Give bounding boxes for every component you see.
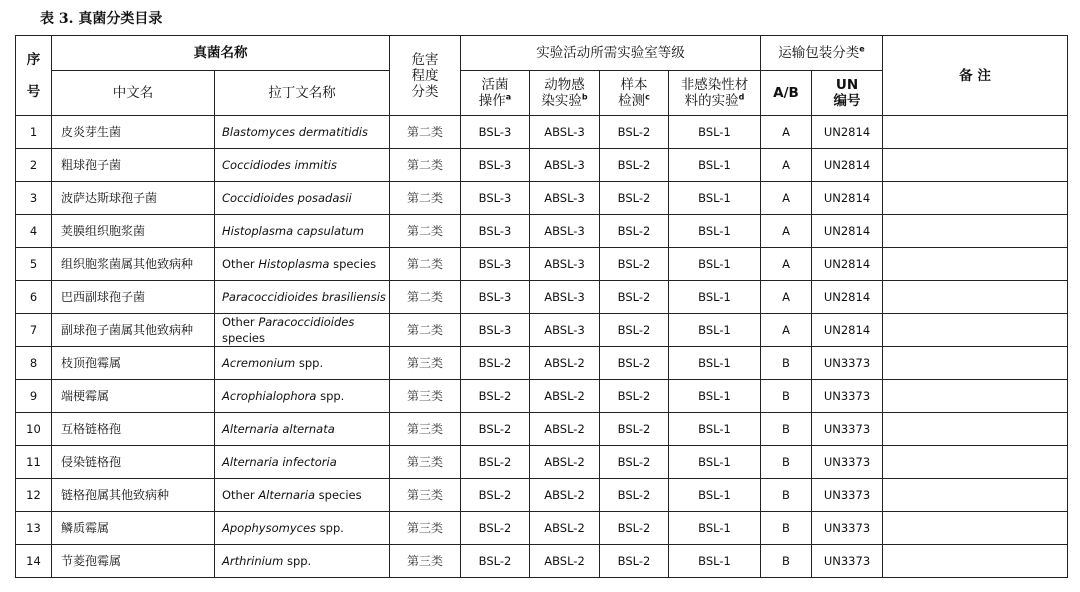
cell-animal: ABSL-2 <box>530 545 600 578</box>
cell-sample: BSL-2 <box>600 545 669 578</box>
cell-noninf: BSL-1 <box>669 116 761 149</box>
cell-noninf: BSL-1 <box>669 512 761 545</box>
cell-live: BSL-3 <box>461 215 530 248</box>
table-row <box>16 446 1068 479</box>
cell-animal: ABSL-3 <box>530 281 600 314</box>
header-live-l2: 操作 <box>478 93 506 109</box>
cell-latin-name <box>215 446 390 479</box>
cell-hazard: 第三类 <box>390 380 461 413</box>
fungi-classification-table <box>15 35 1068 578</box>
header-noninf-l1: 非感染性材 <box>680 77 749 93</box>
cell-animal: ABSL-2 <box>530 479 600 512</box>
cell-animal: ABSL-2 <box>530 446 600 479</box>
latin-suffix: species <box>315 488 362 502</box>
cell-un: UN2814 <box>812 248 883 281</box>
latin-italic: Blastomyces dermatitidis <box>222 125 368 139</box>
cell-hazard: 第三类 <box>390 512 461 545</box>
cell-hazard: 第二类 <box>390 314 461 347</box>
cell-latin-name <box>215 380 390 413</box>
cell-sample: BSL-2 <box>600 479 669 512</box>
table-row <box>16 149 1068 182</box>
cell-un: UN2814 <box>812 182 883 215</box>
cell-live: BSL-2 <box>461 446 530 479</box>
header-live-sup: a <box>505 92 512 102</box>
cell-no: 9 <box>16 380 52 413</box>
cell-remark <box>883 380 1068 413</box>
cell-hazard: 第二类 <box>390 182 461 215</box>
cell-cn-name: 节菱孢霉属 <box>52 545 215 578</box>
cell-hazard: 第二类 <box>390 281 461 314</box>
cell-remark <box>883 215 1068 248</box>
latin-suffix: spp. <box>283 554 312 568</box>
cell-sample: BSL-2 <box>600 347 669 380</box>
cell-ab: A <box>761 182 812 215</box>
header-animal-l2: 染实验 <box>541 93 582 109</box>
cell-remark <box>883 347 1068 380</box>
cell-no: 5 <box>16 248 52 281</box>
cell-noninf: BSL-1 <box>669 149 761 182</box>
cell-sample: BSL-2 <box>600 182 669 215</box>
cell-no: 7 <box>16 314 52 347</box>
cell-ab: A <box>761 116 812 149</box>
cell-latin-name <box>215 545 390 578</box>
cell-un: UN3373 <box>812 446 883 479</box>
cell-latin-name <box>215 314 390 347</box>
cell-latin-name <box>215 413 390 446</box>
cell-remark <box>883 545 1068 578</box>
cell-live: BSL-3 <box>461 182 530 215</box>
cell-animal: ABSL-3 <box>530 149 600 182</box>
cell-hazard: 第二类 <box>390 149 461 182</box>
cell-live: BSL-2 <box>461 413 530 446</box>
header-un-number <box>812 71 883 116</box>
cell-no: 8 <box>16 347 52 380</box>
latin-italic: Acremonium <box>222 356 296 370</box>
cell-un: UN2814 <box>812 281 883 314</box>
cell-un: UN3373 <box>812 479 883 512</box>
cell-cn-name: 组织胞浆菌属其他致病种 <box>52 248 215 281</box>
table-header <box>16 36 1068 116</box>
latin-prefix: Other <box>222 488 259 502</box>
cell-cn-name: 巴西副球孢子菌 <box>52 281 215 314</box>
cell-ab: B <box>761 545 812 578</box>
header-animal-infection <box>530 71 600 116</box>
latin-italic: Arthrinium <box>222 554 284 568</box>
cell-cn-name: 枝顶孢霉属 <box>52 347 215 380</box>
cell-live: BSL-3 <box>461 149 530 182</box>
cell-sample: BSL-2 <box>600 116 669 149</box>
cell-un: UN3373 <box>812 413 883 446</box>
cell-no: 13 <box>16 512 52 545</box>
latin-suffix: species <box>329 257 377 271</box>
cell-no: 4 <box>16 215 52 248</box>
cell-sample: BSL-2 <box>600 380 669 413</box>
table-row <box>16 248 1068 281</box>
table-row <box>16 314 1068 347</box>
latin-suffix: species <box>222 331 265 345</box>
cell-ab: A <box>761 314 812 347</box>
cell-un: UN2814 <box>812 314 883 347</box>
latin-suffix: spp. <box>316 389 345 403</box>
cell-sample: BSL-2 <box>600 281 669 314</box>
cell-animal: ABSL-2 <box>530 347 600 380</box>
table-row <box>16 182 1068 215</box>
cell-latin-name <box>215 479 390 512</box>
cell-hazard: 第三类 <box>390 545 461 578</box>
latin-italic: Histoplasma capsulatum <box>222 224 365 238</box>
header-live-l1: 活菌 <box>481 77 509 93</box>
cell-cn-name: 链格孢属其他致病种 <box>52 479 215 512</box>
table-caption: 表 3. 真菌分类目录 <box>40 11 163 27</box>
cell-latin-name <box>215 215 390 248</box>
header-seq <box>16 36 52 116</box>
latin-italic: Alternaria <box>258 488 315 502</box>
cell-noninf: BSL-1 <box>669 314 761 347</box>
header-animal-sup: b <box>581 92 588 102</box>
header-sample-test <box>600 71 669 116</box>
header-hazard-l3: 分类 <box>411 83 439 100</box>
cell-remark <box>883 281 1068 314</box>
cell-sample: BSL-2 <box>600 512 669 545</box>
table-body <box>16 116 1068 578</box>
cell-cn-name: 荚膜组织胞浆菌 <box>52 215 215 248</box>
cell-latin-name <box>215 149 390 182</box>
cell-sample: BSL-2 <box>600 413 669 446</box>
header-lab-level: 实验活动所需实验室等级 <box>461 36 761 71</box>
header-transport-label: 运输包装分类 <box>778 45 860 61</box>
header-transport <box>761 36 883 71</box>
cell-hazard: 第三类 <box>390 479 461 512</box>
cell-sample: BSL-2 <box>600 248 669 281</box>
cell-ab: A <box>761 281 812 314</box>
latin-italic: Histoplasma <box>258 257 330 271</box>
cell-live: BSL-3 <box>461 248 530 281</box>
cell-latin-name <box>215 281 390 314</box>
latin-italic: Paracoccidioides <box>258 315 355 329</box>
cell-remark <box>883 479 1068 512</box>
table-row <box>16 380 1068 413</box>
latin-prefix: Other <box>222 257 259 271</box>
cell-un: UN3373 <box>812 545 883 578</box>
cell-latin-name <box>215 248 390 281</box>
latin-suffix: spp. <box>295 356 324 370</box>
cell-remark <box>883 314 1068 347</box>
cell-cn-name: 侵染链格孢 <box>52 446 215 479</box>
header-un-l2: 编号 <box>833 93 861 109</box>
cell-noninf: BSL-1 <box>669 182 761 215</box>
cell-hazard: 第三类 <box>390 446 461 479</box>
header-cn-name: 中文名 <box>52 71 215 116</box>
header-sample-l2: 检测 <box>618 93 646 109</box>
cell-no: 12 <box>16 479 52 512</box>
table-row <box>16 281 1068 314</box>
cell-remark <box>883 149 1068 182</box>
latin-italic: Alternaria alternata <box>222 422 335 436</box>
table-row <box>16 116 1068 149</box>
cell-noninf: BSL-1 <box>669 446 761 479</box>
cell-no: 6 <box>16 281 52 314</box>
header-hazard-l2: 程度 <box>411 67 439 84</box>
latin-italic: Acrophialophora <box>222 389 317 403</box>
cell-remark <box>883 512 1068 545</box>
header-un-l1: UN <box>835 77 859 93</box>
cell-no: 10 <box>16 413 52 446</box>
cell-latin-name <box>215 512 390 545</box>
latin-italic: Paracoccidioides brasiliensis <box>222 290 386 304</box>
cell-cn-name: 粗球孢子菌 <box>52 149 215 182</box>
latin-suffix: spp. <box>316 521 344 535</box>
header-hazard-l1: 危害 <box>411 51 439 68</box>
table-row <box>16 413 1068 446</box>
cell-noninf: BSL-1 <box>669 248 761 281</box>
header-hazard-class <box>390 36 461 116</box>
cell-live: BSL-3 <box>461 116 530 149</box>
cell-ab: B <box>761 479 812 512</box>
cell-cn-name: 鳞质霉属 <box>52 512 215 545</box>
cell-animal: ABSL-2 <box>530 380 600 413</box>
cell-noninf: BSL-1 <box>669 380 761 413</box>
cell-noninf: BSL-1 <box>669 479 761 512</box>
cell-ab: A <box>761 149 812 182</box>
cell-no: 11 <box>16 446 52 479</box>
header-ab: A/B <box>761 71 812 116</box>
cell-no: 2 <box>16 149 52 182</box>
cell-sample: BSL-2 <box>600 149 669 182</box>
latin-italic: Apophysomyces <box>222 521 317 535</box>
cell-live: BSL-2 <box>461 380 530 413</box>
cell-cn-name: 副球孢子菌属其他致病种 <box>52 314 215 347</box>
cell-remark <box>883 248 1068 281</box>
cell-animal: ABSL-2 <box>530 413 600 446</box>
cell-hazard: 第二类 <box>390 116 461 149</box>
cell-hazard: 第二类 <box>390 248 461 281</box>
cell-live: BSL-2 <box>461 545 530 578</box>
cell-remark <box>883 116 1068 149</box>
cell-un: UN3373 <box>812 380 883 413</box>
latin-italic: Coccidiodes immitis <box>222 158 337 172</box>
header-noninf-sup: d <box>738 92 745 102</box>
cell-animal: ABSL-3 <box>530 116 600 149</box>
cell-remark <box>883 182 1068 215</box>
header-sample-l1: 样本 <box>620 77 648 93</box>
table-row <box>16 347 1068 380</box>
cell-noninf: BSL-1 <box>669 215 761 248</box>
header-sample-sup: c <box>645 92 650 102</box>
cell-un: UN2814 <box>812 149 883 182</box>
cell-latin-name <box>215 347 390 380</box>
cell-animal: ABSL-2 <box>530 512 600 545</box>
header-animal-l1: 动物感 <box>544 77 585 93</box>
latin-italic: Coccidioides posadasii <box>222 191 352 205</box>
cell-latin-name <box>215 116 390 149</box>
cell-noninf: BSL-1 <box>669 347 761 380</box>
header-latin-name: 拉丁文名称 <box>215 71 390 116</box>
cell-ab: B <box>761 413 812 446</box>
latin-italic: Alternaria infectoria <box>222 455 337 469</box>
cell-ab: B <box>761 512 812 545</box>
cell-live: BSL-2 <box>461 512 530 545</box>
cell-remark <box>883 413 1068 446</box>
cell-ab: B <box>761 380 812 413</box>
header-seq-bottom: 号 <box>26 83 41 100</box>
cell-animal: ABSL-3 <box>530 182 600 215</box>
header-transport-sup: e <box>859 44 865 54</box>
header-seq-top: 序 <box>26 51 41 68</box>
cell-hazard: 第三类 <box>390 347 461 380</box>
cell-no: 1 <box>16 116 52 149</box>
header-fungus-name: 真菌名称 <box>52 36 390 71</box>
cell-no: 3 <box>16 182 52 215</box>
header-noninf-l2: 料的实验 <box>684 93 739 109</box>
cell-un: UN2814 <box>812 116 883 149</box>
cell-live: BSL-3 <box>461 314 530 347</box>
cell-un: UN3373 <box>812 512 883 545</box>
cell-live: BSL-3 <box>461 281 530 314</box>
cell-cn-name: 波萨达斯球孢子菌 <box>52 182 215 215</box>
table-row <box>16 215 1068 248</box>
cell-sample: BSL-2 <box>600 446 669 479</box>
header-live-culture <box>461 71 530 116</box>
cell-animal: ABSL-3 <box>530 314 600 347</box>
cell-remark <box>883 446 1068 479</box>
cell-ab: A <box>761 248 812 281</box>
table-row <box>16 512 1068 545</box>
cell-live: BSL-2 <box>461 347 530 380</box>
cell-cn-name: 端梗霉属 <box>52 380 215 413</box>
cell-hazard: 第三类 <box>390 413 461 446</box>
cell-latin-name <box>215 182 390 215</box>
header-remarks: 备 注 <box>883 36 1068 116</box>
cell-noninf: BSL-1 <box>669 545 761 578</box>
cell-un: UN2814 <box>812 215 883 248</box>
cell-cn-name: 皮炎芽生菌 <box>52 116 215 149</box>
cell-animal: ABSL-3 <box>530 248 600 281</box>
cell-no: 14 <box>16 545 52 578</box>
cell-noninf: BSL-1 <box>669 413 761 446</box>
cell-sample: BSL-2 <box>600 215 669 248</box>
cell-live: BSL-2 <box>461 479 530 512</box>
cell-cn-name: 互格链格孢 <box>52 413 215 446</box>
table-row <box>16 545 1068 578</box>
cell-sample: BSL-2 <box>600 314 669 347</box>
cell-ab: B <box>761 446 812 479</box>
cell-hazard: 第二类 <box>390 215 461 248</box>
cell-ab: B <box>761 347 812 380</box>
cell-animal: ABSL-3 <box>530 215 600 248</box>
cell-noninf: BSL-1 <box>669 281 761 314</box>
header-noninfectious <box>669 71 761 116</box>
latin-prefix: Other <box>222 315 259 329</box>
cell-ab: A <box>761 215 812 248</box>
table-row <box>16 479 1068 512</box>
cell-un: UN3373 <box>812 347 883 380</box>
